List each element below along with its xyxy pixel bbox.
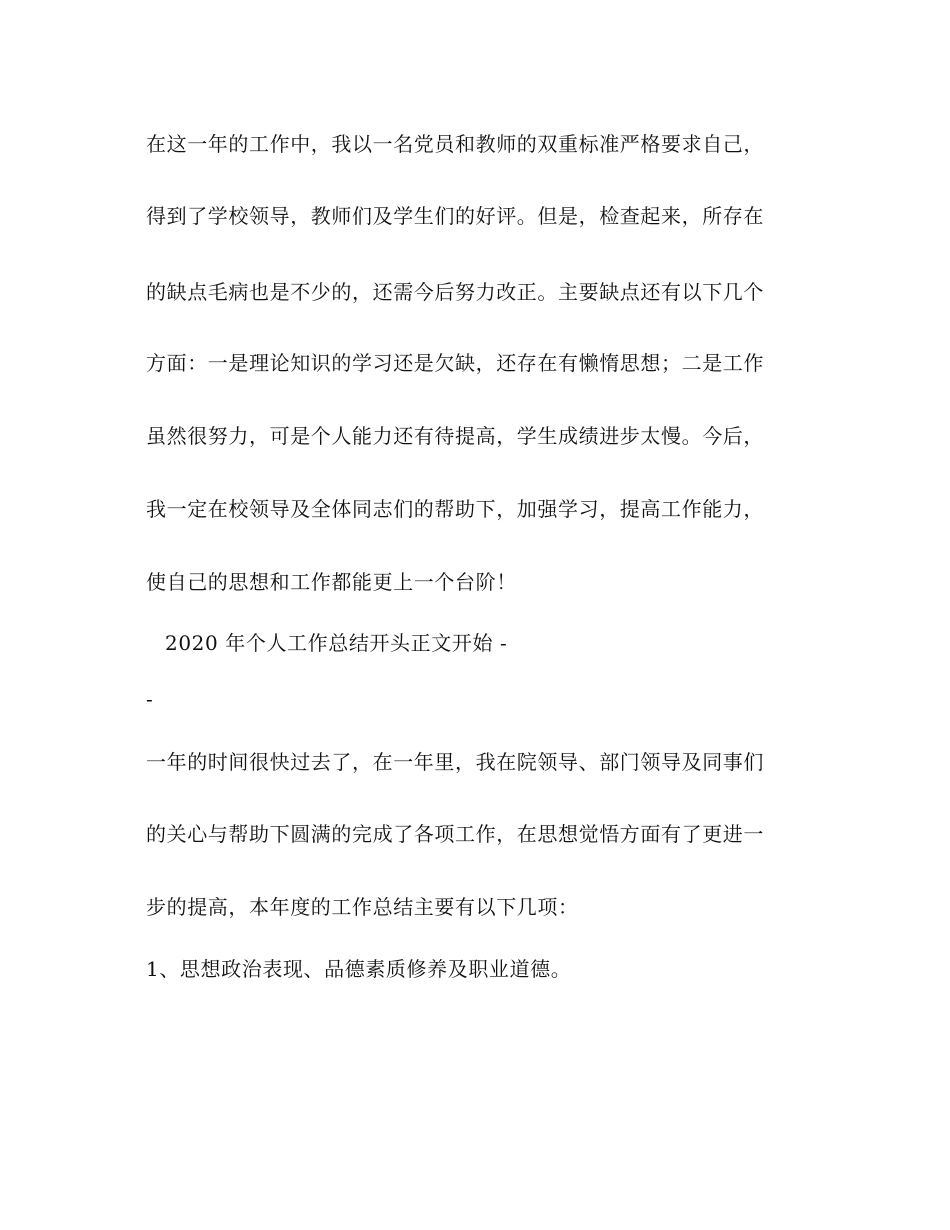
paragraph-line: 步的提高，本年度的工作总结主要有以下几项： <box>146 895 579 919</box>
paragraph-line: 虽然很努力，可是个人能力还有待提高，学生成绩进步太慢。今后， <box>146 424 764 448</box>
paragraph-line: 的关心与帮助下圆满的完成了各项工作，在思想觉悟方面有了更进一 <box>146 822 764 846</box>
section-heading: 2020 年个人工作总结开头正文开始 - <box>165 631 508 655</box>
list-item-heading: 1、思想政治表现、品德素质修养及职业道德。 <box>146 957 572 981</box>
paragraph-line: 方面：一是理论知识的学习还是欠缺，还存在有懒惰思想；二是工作 <box>146 351 764 375</box>
paragraph-line: 的缺点毛病也是不少的，还需今后努力改正。主要缺点还有以下几个 <box>146 280 764 304</box>
paragraph-line: 在这一年的工作中，我以一名党员和教师的双重标准严格要求自己， <box>146 132 764 156</box>
paragraph-line: 得到了学校领导，教师们及学生们的好评。但是，检查起来，所存在 <box>146 204 764 228</box>
paragraph-line: 我一定在校领导及全体同志们的帮助下，加强学习，提高工作能力， <box>146 497 764 521</box>
paragraph-line: 使自己的思想和工作都能更上一个台阶！ <box>146 570 517 594</box>
separator-mark: - <box>146 687 154 711</box>
paragraph-line: 一年的时间很快过去了，在一年里，我在院领导、部门领导及同事们 <box>146 750 764 774</box>
